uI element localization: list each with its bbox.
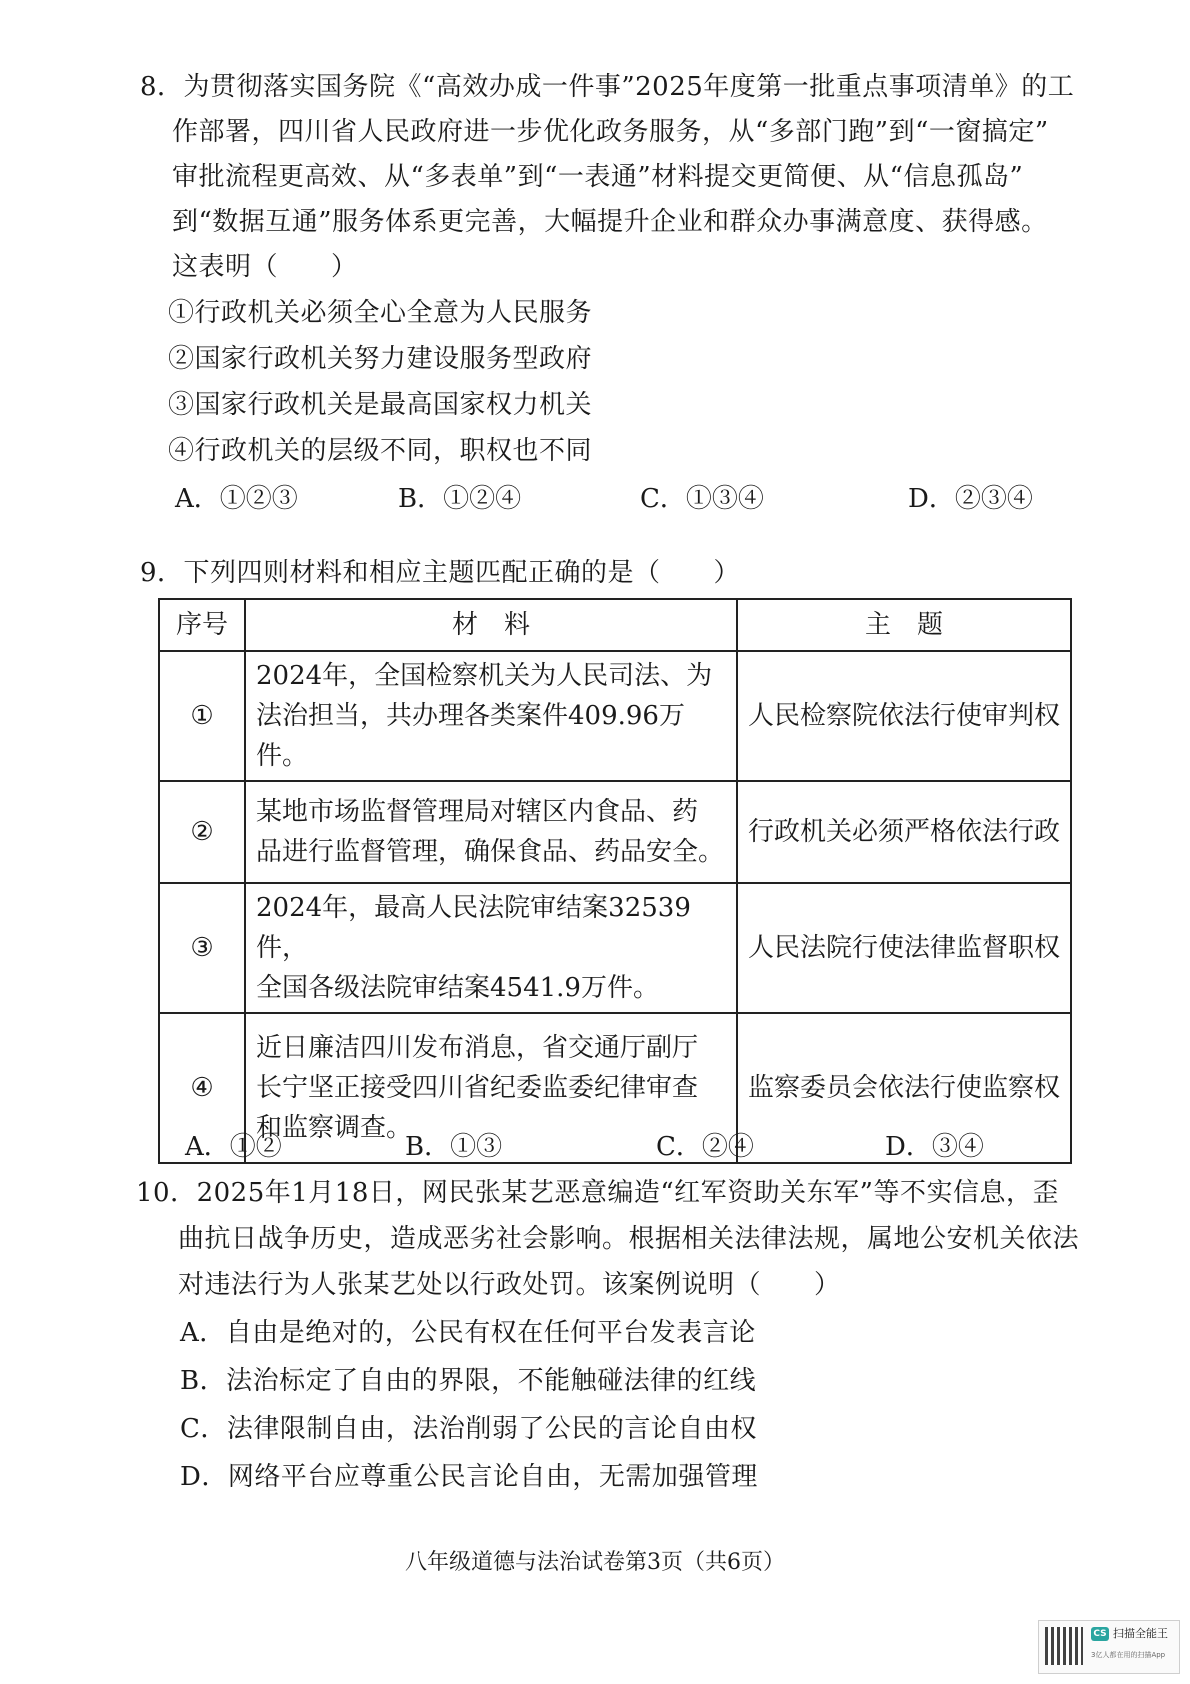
table-row [159, 651, 1071, 781]
q9-header-theme: 主 题 [737, 599, 1071, 651]
q8-statement-2: ②国家行政机关努力建设服务型政府 [168, 344, 593, 374]
q9-option-c[interactable]: C．②④ [656, 1132, 754, 1162]
q8-statement-4: ④行政机关的层级不同，职权也不同 [168, 436, 593, 466]
q9-row-number: ④ [159, 1013, 245, 1163]
scanner-badge-subtitle: 3亿人都在用的扫描App [1091, 1651, 1166, 1659]
q10-option-a[interactable]: A．自由是绝对的，公民有权在任何平台发表言论 [180, 1318, 756, 1348]
scanner-badge-title: 扫描全能王 [1113, 1627, 1168, 1640]
q9-row-theme: 人民法院行使法律监督职权 [737, 883, 1071, 1013]
q10-stem-line-3: 对违法行为人张某艺处以行政处罚。该案例说明（ ） [178, 1270, 841, 1300]
q10-option-b[interactable]: B．法治标定了自由的界限，不能触碰法律的红线 [180, 1366, 757, 1396]
table-row [159, 781, 1071, 883]
q8-statement-1: ①行政机关必须全心全意为人民服务 [168, 298, 593, 328]
q8-option-c[interactable]: C．①③④ [640, 484, 764, 514]
q9-table [158, 598, 1072, 1164]
q9-option-a[interactable]: A．①② [185, 1132, 282, 1162]
q9-row-material: 某地市场监督管理局对辖区内食品、药 品进行监督管理，确保食品、药品安全。 [245, 781, 737, 883]
q10-option-c[interactable]: C．法律限制自由，法治削弱了公民的言论自由权 [180, 1414, 757, 1444]
q8-statement-3: ③国家行政机关是最高国家权力机关 [168, 390, 593, 420]
q9-stem: 9．下列四则材料和相应主题匹配正确的是（ ） [140, 558, 741, 588]
q9-row-theme: 监察委员会依法行使监察权 [737, 1013, 1071, 1163]
qr-code-icon [1045, 1627, 1083, 1665]
table-row [159, 883, 1071, 1013]
q9-row-material: 近日廉洁四川发布消息，省交通厅副厅 长宁坚正接受四川省纪委监委纪律审查 和监察调查。 [245, 1013, 737, 1163]
q9-row-number: ② [159, 781, 245, 883]
cs-logo-icon: CS [1091, 1627, 1109, 1641]
q8-stem-line-2: 作部署，四川省人民政府进一步优化政务服务，从“多部门跑”到“一窗搞定” [172, 117, 1049, 147]
q8-option-d[interactable]: D．②③④ [908, 484, 1033, 514]
q8-stem-line-5: 这表明（ ） [172, 252, 358, 282]
q9-header-material: 材 料 [245, 599, 737, 651]
q9-row-material: 2024年，全国检察机关为人民司法、为 法治担当，共办理各类案件409.96万件。 [245, 651, 737, 781]
q9-row-number: ① [159, 651, 245, 781]
q8-option-a[interactable]: A．①②③ [175, 484, 298, 514]
q9-row-theme: 人民检察院依法行使审判权 [737, 651, 1071, 781]
q9-header-number: 序号 [159, 599, 245, 651]
page-footer: 八年级道德与法治试卷第3页（共6页） [405, 1550, 785, 1575]
q10-stem-line-2: 曲抗日战争历史，造成恶劣社会影响。根据相关法律法规，属地公安机关依法 [178, 1224, 1080, 1254]
scanner-badge [1038, 1620, 1180, 1674]
q10-stem-line-1: 10．2025年1月18日，网民张某艺恶意编造“红军资助关东军”等不实信息，歪 [136, 1178, 1059, 1208]
q8-stem-line-3: 审批流程更高效、从“多表单”到“一表通”材料提交更简便、从“信息孤岛” [172, 162, 1024, 192]
q8-option-b[interactable]: B．①②④ [398, 484, 522, 514]
q9-option-d[interactable]: D．③④ [885, 1132, 984, 1162]
q8-stem-line-4: 到“数据互通”服务体系更完善，大幅提升企业和群众办事满意度、获得感。 [172, 207, 1048, 237]
q9-table-header [159, 599, 1071, 651]
q8-stem-line-1: 8．为贯彻落实国务院《“高效办成一件事”2025年度第一批重点事项清单》的工 [140, 72, 1075, 102]
q9-row-theme: 行政机关必须严格依法行政 [737, 781, 1071, 883]
q10-option-d[interactable]: D．网络平台应尊重公民言论自由，无需加强管理 [180, 1462, 758, 1492]
q9-row-material: 2024年，最高人民法院审结案32539件， 全国各级法院审结案4541.9万件。 [245, 883, 737, 1013]
q9-row-number: ③ [159, 883, 245, 1013]
q9-option-b[interactable]: B．①③ [405, 1132, 503, 1162]
